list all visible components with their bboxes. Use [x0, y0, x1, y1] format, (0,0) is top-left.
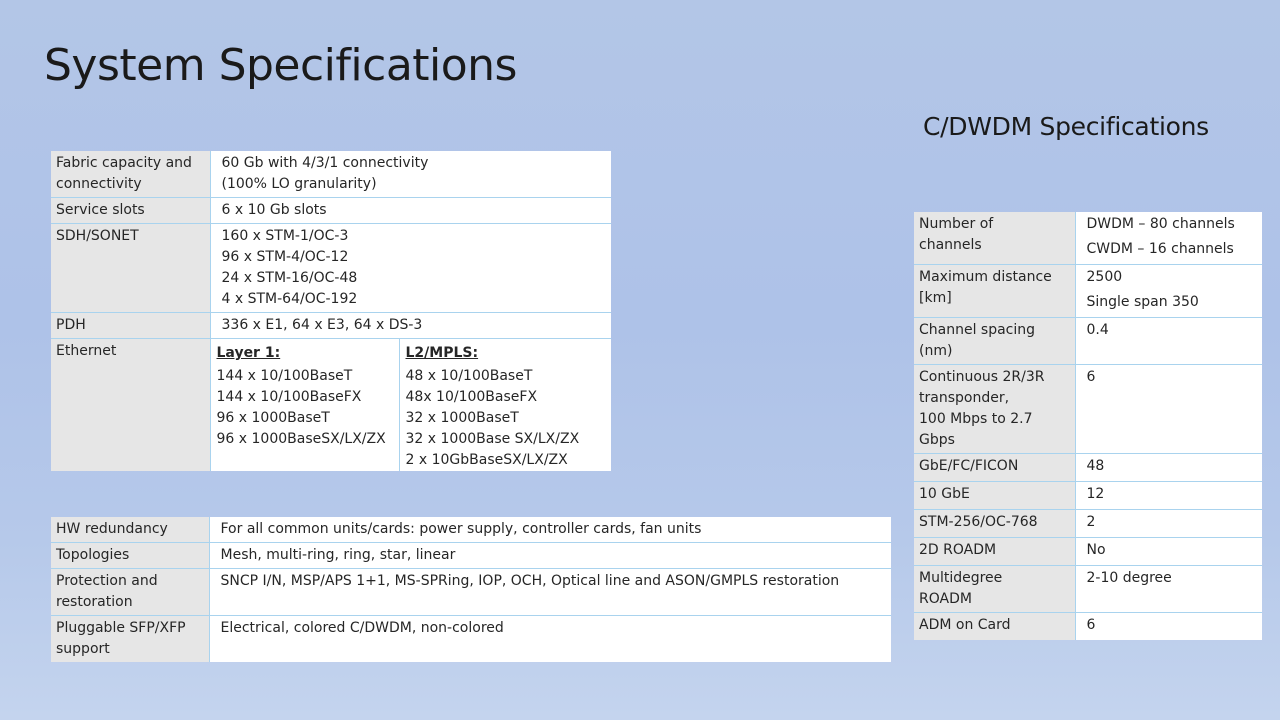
cell-line: GbE/FC/FICON [919, 458, 1019, 474]
cell-line: 48 x 10/100BaseT [405, 368, 533, 384]
table-row [914, 318, 1262, 365]
table-row [914, 365, 1262, 454]
cell-line: support [56, 641, 110, 657]
cell-line: (100% LO granularity) [221, 176, 377, 192]
table-row [51, 224, 611, 313]
cell-line: 10 GbE [919, 486, 970, 502]
cell-line: 48 [1086, 458, 1105, 474]
row-label [914, 365, 1075, 454]
table-row [914, 482, 1262, 510]
row-label [51, 543, 209, 569]
cell-line: connectivity [56, 176, 142, 192]
table-row [914, 566, 1262, 613]
cell-line: 2D ROADM [919, 542, 997, 558]
row-label [51, 517, 209, 543]
row-value [1075, 212, 1262, 265]
cell-line: 4 x STM-64/OC-192 [221, 291, 358, 307]
cell-line: SDH/SONET [56, 228, 139, 244]
table-row [914, 212, 1262, 265]
cell-line: For all common units/cards: power supply, controller cards, fan units [220, 521, 702, 537]
row-label [51, 224, 210, 313]
page-title: System Specifications [44, 40, 517, 91]
cell-line: 96 x STM-4/OC-12 [221, 249, 349, 265]
row-label [914, 482, 1075, 510]
cell-line: 0.4 [1086, 322, 1109, 338]
row-value [1075, 454, 1262, 482]
cell-line: SNCP I/N, MSP/APS 1+1, MS-SPRing, IOP, OCH, Optical line and ASON/GMPLS restoration [220, 573, 840, 589]
cell-line: (nm) [919, 343, 953, 359]
table-row [914, 454, 1262, 482]
section-title-dwdm: C/DWDM Specifications [923, 112, 1209, 141]
cell-line: 24 x STM-16/OC-48 [221, 270, 358, 286]
table-row [914, 265, 1262, 318]
row-value [1075, 318, 1262, 365]
row-label [914, 566, 1075, 613]
cell-line: Gbps [919, 432, 955, 448]
row-label [51, 313, 210, 339]
row-value [1075, 613, 1262, 641]
cell-line: Channel spacing [919, 322, 1036, 338]
row-value [1075, 566, 1262, 613]
cell-line: 2-10 degree [1086, 570, 1172, 586]
row-label [914, 538, 1075, 566]
cell-line: Protection and [56, 573, 158, 589]
cell-line: Multidegree [919, 570, 1003, 586]
cell-line: transponder, [919, 390, 1010, 406]
table-row [51, 198, 611, 224]
cell-line: Continuous 2R/3R [919, 369, 1045, 385]
table-row [914, 538, 1262, 566]
cell-line: Single span 350 [1086, 294, 1199, 310]
cell-line: DWDM – 80 channels [1086, 216, 1235, 232]
table-row-ethernet [51, 339, 611, 472]
row-value [1075, 365, 1262, 454]
row-value [210, 151, 611, 198]
row-value [1075, 538, 1262, 566]
cell-line: [km] [919, 290, 952, 306]
cell-line: No [1086, 542, 1106, 558]
cell-line: 32 x 1000Base SX/LX/ZX [405, 431, 580, 447]
cell-line: Ethernet [56, 343, 117, 359]
cell-line: 160 x STM-1/OC-3 [221, 228, 349, 244]
cell-line: 2 x 10GbBaseSX/LX/ZX [405, 452, 568, 468]
cell-line: STM-256/OC-768 [919, 514, 1038, 530]
cell-line: 144 x 10/100BaseFX [216, 389, 362, 405]
table-row [914, 613, 1262, 641]
table-row [51, 151, 611, 198]
row-value [209, 517, 891, 543]
row-label [914, 318, 1075, 365]
row-label [51, 198, 210, 224]
table-row [51, 569, 891, 616]
cell-line: 336 x E1, 64 x E3, 64 x DS-3 [221, 317, 423, 333]
row-label [914, 265, 1075, 318]
cell-line: 48x 10/100BaseFX [405, 389, 538, 405]
table-row [51, 616, 891, 663]
row-label [914, 613, 1075, 641]
cell-line: 144 x 10/100BaseT [216, 368, 353, 384]
table-row [914, 510, 1262, 538]
row-value [209, 543, 891, 569]
cell-line: 100 Mbps to 2.7 [919, 411, 1033, 427]
ethernet-l2mpls-cell [399, 339, 611, 472]
row-value [1075, 482, 1262, 510]
cell-line: ADM on Card [919, 617, 1011, 633]
cell-line: 12 [1086, 486, 1105, 502]
row-label [914, 510, 1075, 538]
ethernet-layer1-cell [210, 339, 399, 472]
row-value [1075, 265, 1262, 318]
row-label [51, 569, 209, 616]
cell-line: Pluggable SFP/XFP [56, 620, 186, 636]
cell-line: Electrical, colored C/DWDM, non-colored [220, 620, 504, 636]
cell-line: Topologies [56, 547, 130, 563]
cell-line: Number of [919, 216, 994, 232]
cell-line: restoration [56, 594, 133, 610]
cell-line: 32 x 1000BaseT [405, 410, 519, 426]
cell-line: ROADM [919, 591, 972, 607]
hw-spec-table [51, 517, 891, 662]
cell-line: Service slots [56, 202, 145, 218]
row-value [210, 313, 611, 339]
cell-line: 96 x 1000BaseSX/LX/ZX [216, 431, 386, 447]
cell-line: 60 Gb with 4/3/1 connectivity [221, 155, 429, 171]
row-value [210, 224, 611, 313]
table-row [51, 313, 611, 339]
table-row [51, 517, 891, 543]
cell-line: Fabric capacity and [56, 155, 192, 171]
cell-line: 6 [1086, 617, 1096, 633]
ethernet-layer1-heading: Layer 1: [216, 345, 281, 361]
cell-line: Maximum distance [919, 269, 1052, 285]
system-spec-table [51, 151, 611, 471]
table-row [51, 543, 891, 569]
cell-line: 96 x 1000BaseT [216, 410, 330, 426]
cell-line: Mesh, multi-ring, ring, star, linear [220, 547, 456, 563]
row-label [51, 616, 209, 663]
cell-line: HW redundancy [56, 521, 168, 537]
cell-line: 2500 [1086, 269, 1123, 285]
cell-line: 6 x 10 Gb slots [221, 202, 327, 218]
cell-line: PDH [56, 317, 86, 333]
row-label [51, 151, 210, 198]
row-value [1075, 510, 1262, 538]
row-value [209, 569, 891, 616]
cell-line: CWDM – 16 channels [1086, 241, 1234, 257]
cell-line: channels [919, 237, 982, 253]
dwdm-spec-table [914, 212, 1262, 640]
cell-line: 2 [1086, 514, 1096, 530]
row-label [914, 454, 1075, 482]
row-value [210, 198, 611, 224]
cell-line: 6 [1086, 369, 1096, 385]
ethernet-l2mpls-heading: L2/MPLS: [405, 345, 479, 361]
row-label [914, 212, 1075, 265]
row-label [51, 339, 210, 472]
row-value [209, 616, 891, 663]
